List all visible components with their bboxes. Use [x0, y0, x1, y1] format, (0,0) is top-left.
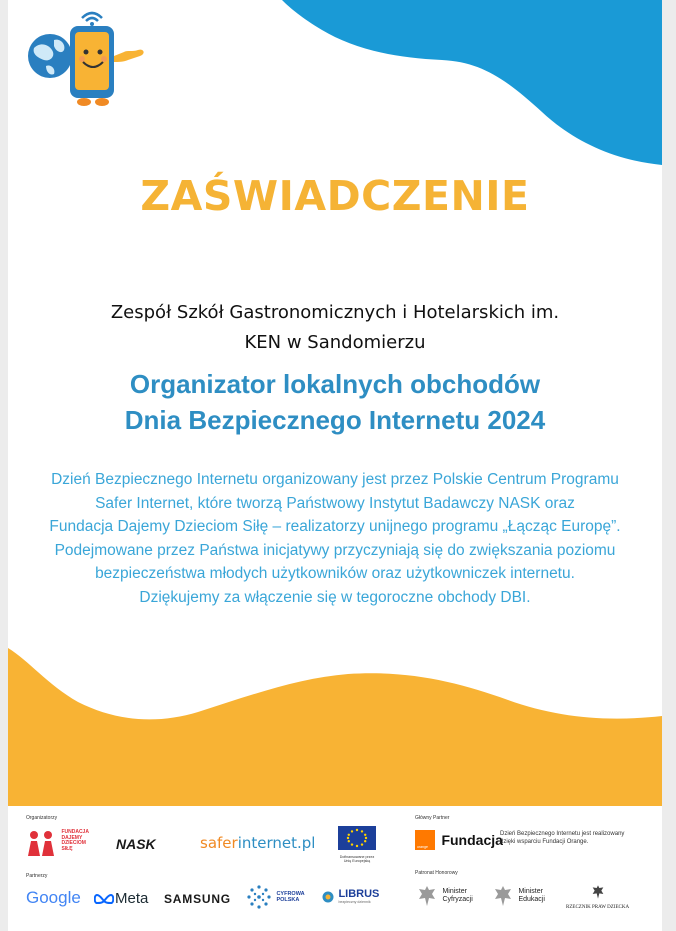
body-line: Fundacja Dajemy Dzieciom Siłę – realizatorzy unijnego programu „Łącząc Europę”. [49, 518, 621, 535]
body-line: Safer Internet, które tworzą Państwowy Instytut Badawczy NASK oraz [95, 494, 575, 512]
minister-title: Minister [442, 888, 467, 895]
minister-office: Edukacji [518, 896, 545, 903]
eagle-emblem-icon [418, 884, 436, 908]
smartphone-mascot-icon [20, 4, 150, 114]
eu-caption-line: Unię Europejską [343, 859, 371, 864]
minister-edukacji-logo [494, 884, 545, 908]
meta-infinity-icon [94, 893, 114, 905]
footer-logos [8, 806, 662, 931]
cyfrowa-polska-logo [246, 884, 305, 910]
orange-note-line: Dzień Bezpiecznego Internetu jest realizowany [500, 831, 625, 837]
body-line: bezpieczeństwa młodych użytkowników oraz użytkowniczek internetu. [95, 565, 575, 582]
eagle-emblem-icon [494, 884, 512, 908]
librus-logo [322, 888, 379, 906]
certificate-page [8, 0, 662, 931]
cyfrowa-text-line: CYFROWA [276, 891, 305, 897]
dots-circle-icon [246, 884, 272, 910]
google-text: Google [26, 888, 81, 907]
wifi-icon [82, 13, 102, 21]
body-line: Dzień Bezpiecznego Internetu organizowany jest przez Polskie Centrum Programu [51, 471, 619, 488]
certificate-title: ZAŚWIADCZENIE [140, 172, 530, 220]
fundacja-text: Fundacja [441, 832, 503, 848]
bottom-wave-decoration [8, 640, 662, 810]
librus-subtext: bezpieczny dziennik [338, 899, 371, 904]
school-name [8, 298, 662, 358]
patronage-label: Patronat Honorowy [415, 870, 458, 876]
headline-line: Organizator lokalnych obchodów [129, 369, 541, 399]
saferinternet-logo-part: safer [200, 834, 238, 852]
body-line: Dziękujemy za włączenie się w tegoroczne obchody DBI. [139, 588, 531, 606]
fdds-text-line: FUNDACJA [61, 829, 89, 835]
school-name-line: KEN w Sandomierzu [244, 332, 426, 353]
minister-cyfryzacji-logo [418, 884, 473, 908]
orange-note-line: dzięki wsparciu Fundacji Orange. [500, 839, 589, 845]
eu-caption-line: Dofinansowane przez [339, 855, 375, 859]
librus-circle-icon [322, 891, 334, 903]
minister-title: Minister [518, 888, 543, 895]
fdds-logo [26, 830, 89, 858]
eu-flag-icon [338, 826, 376, 850]
samsung-logo: SAMSUNG [164, 892, 231, 906]
fdds-text-line: SIŁĘ [61, 845, 73, 852]
body-line: Podejmowane przez Państwa inicjatywy przyczyniają się do zwiększania poziomu [54, 541, 616, 559]
orange-support-note [500, 830, 624, 846]
rzecznik-praw-dziecka-logo [566, 884, 629, 910]
eagle-emblem-icon [590, 884, 606, 900]
globe-icon [28, 34, 72, 78]
top-wave-decoration [282, 0, 662, 170]
nask-logo: NASK [116, 836, 156, 852]
google-logo [26, 888, 81, 908]
orange-small-text: orange [417, 845, 428, 849]
meta-logo [94, 890, 148, 908]
fundacja-orange-logo [415, 830, 503, 850]
cyfrowa-text-line: POLSKA [276, 897, 300, 903]
main-partner-label: Główny Partner [415, 815, 450, 821]
award-headline [8, 366, 662, 438]
eu-logo [338, 826, 376, 863]
partners-label: Partnerzy [26, 873, 48, 879]
orange-square-icon [415, 830, 435, 850]
fdds-text-line: DAJEMY [61, 834, 83, 841]
school-name-line: Zespół Szkół Gastronomicznych i Hotelarskich im. [110, 302, 560, 323]
minister-office: Cyfryzacji [442, 896, 473, 903]
organizers-label: Organizatorzy [26, 815, 58, 821]
fdds-text-line: DZIECIOM [61, 840, 86, 846]
librus-text: LIBRUS [338, 887, 380, 900]
headline-line: Dnia Bezpiecznego Internetu 2024 [124, 405, 546, 435]
rpd-text: RZECZNIK PRAW DZIECKA [566, 905, 630, 910]
certificate-body [28, 468, 642, 609]
children-figures-icon [26, 830, 56, 858]
saferinternet-logo-part: internet.pl [237, 834, 316, 852]
meta-text: Meta [115, 890, 149, 908]
saferinternet-logo [200, 834, 315, 852]
